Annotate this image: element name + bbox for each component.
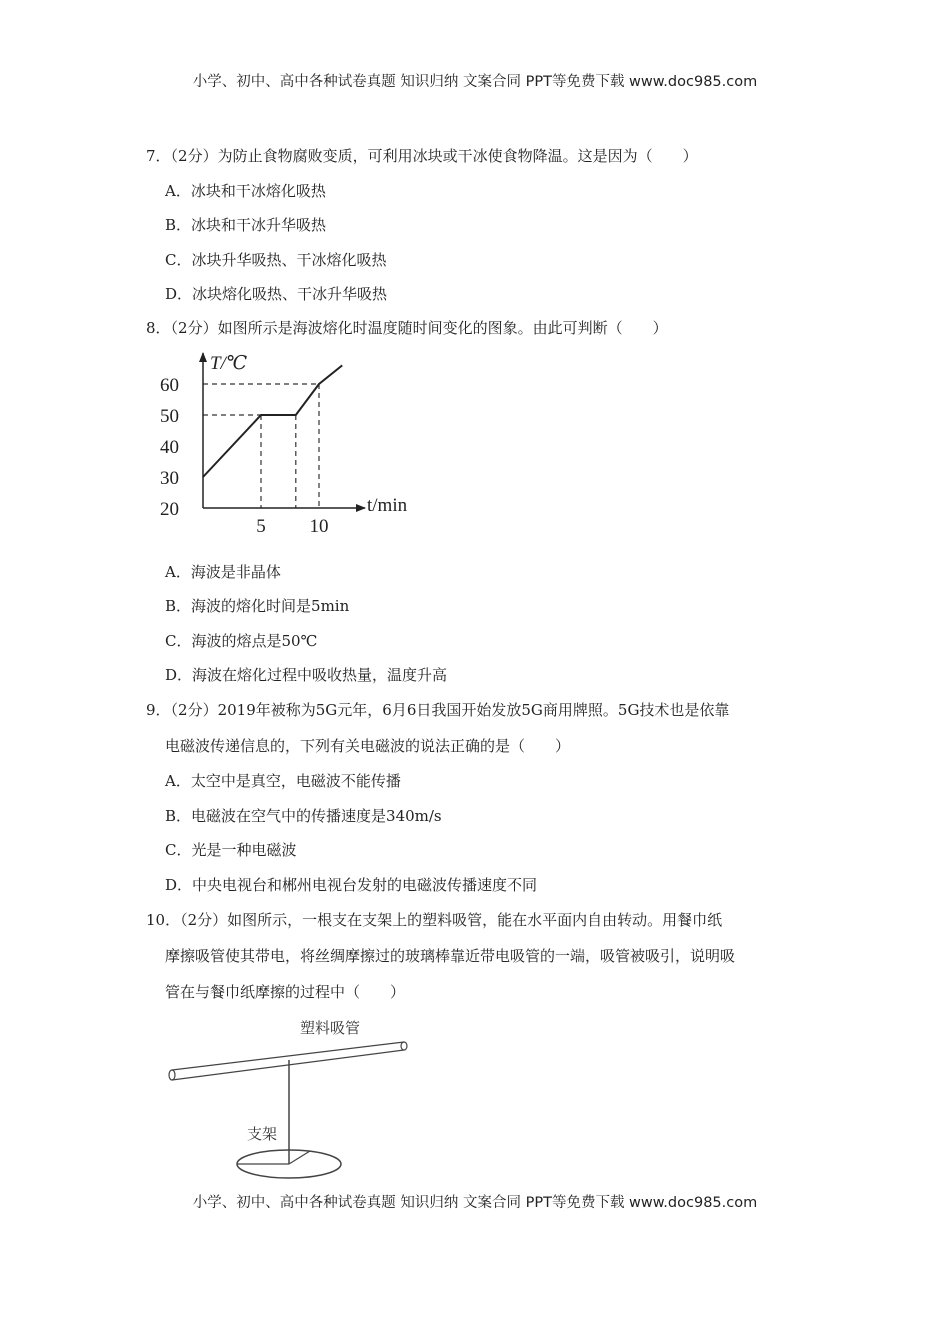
q9-option-a[interactable]: A．太空中是真空，电磁波不能传播 bbox=[165, 772, 401, 790]
y-tick-label: 60 bbox=[160, 375, 179, 396]
series-line bbox=[203, 365, 342, 477]
q10-stem-line2: 摩擦吸管使其带电，将丝绸摩擦过的玻璃棒靠近带电吸管的一端，吸管被吸引，说明吸 bbox=[165, 947, 736, 965]
page-footer: 小学、初中、高中各种试卷真题 知识归纳 文案合同 PPT等免费下载 www.doc985.com bbox=[192, 1195, 758, 1211]
q9-option-d[interactable]: D．中央电视台和郴州电视台发射的电磁波传播速度不同 bbox=[165, 876, 538, 894]
q9-option-b[interactable]: B．电磁波在空气中的传播速度是340m/s bbox=[165, 807, 442, 825]
q7-option-c[interactable]: C．冰块升华吸热、干冰熔化吸热 bbox=[165, 251, 387, 269]
q8-stem: 8．（2分）如图所示是海波熔化时温度随时间变化的图象。由此可判断（ ） bbox=[146, 319, 668, 337]
x-axis-label: t/min bbox=[367, 495, 408, 516]
q10-stem-line3: 管在与餐巾纸摩擦的过程中（ ） bbox=[165, 983, 406, 1001]
q9-stem-line2: 电磁波传递信息的，下列有关电磁波的说法正确的是（ ） bbox=[165, 737, 571, 755]
y-tick-label: 30 bbox=[160, 468, 179, 489]
straw-label: 塑料吸管 bbox=[300, 1019, 361, 1037]
plastic-straw bbox=[169, 1042, 407, 1080]
q9-stem-line1: 9．（2分）2019年被称为5G元年，6月6日我国开始发放5G商用牌照。5G技术也是依靠 bbox=[146, 701, 730, 719]
straw-stand-figure bbox=[160, 1010, 420, 1185]
q7-stem: 7．（2分）为防止食物腐败变质，可利用冰块或干冰使食物降温。这是因为（ ） bbox=[146, 147, 698, 165]
q8-option-d[interactable]: D．海波在熔化过程中吸收热量，温度升高 bbox=[165, 666, 448, 684]
q8-option-b[interactable]: B．海波的熔化时间是5min bbox=[165, 597, 350, 615]
stand-label: 支架 bbox=[247, 1125, 278, 1143]
page-header: 小学、初中、高中各种试卷真题 知识归纳 文案合同 PPT等免费下载 www.doc985.com bbox=[192, 74, 758, 90]
melting-curve-chart bbox=[160, 345, 420, 535]
q8-option-c[interactable]: C．海波的熔点是50℃ bbox=[165, 632, 318, 650]
y-tick-label: 20 bbox=[160, 499, 179, 520]
y-tick-label: 50 bbox=[160, 406, 179, 427]
q9-option-c[interactable]: C．光是一种电磁波 bbox=[165, 841, 297, 859]
x-tick-label: 5 bbox=[256, 516, 266, 535]
q7-option-b[interactable]: B．冰块和干冰升华吸热 bbox=[165, 216, 327, 234]
y-tick-label: 40 bbox=[160, 437, 179, 458]
q10-stem-line1: 10．（2分）如图所示，一根支在支架上的塑料吸管，能在水平面内自由转动。用餐巾纸 bbox=[146, 911, 723, 929]
q7-option-d[interactable]: D．冰块熔化吸热、干冰升华吸热 bbox=[165, 285, 388, 303]
q7-option-a[interactable]: A．冰块和干冰熔化吸热 bbox=[165, 182, 326, 200]
q8-option-a[interactable]: A．海波是非晶体 bbox=[165, 563, 281, 581]
y-axis-label: T/℃ bbox=[210, 353, 248, 374]
x-tick-label: 10 bbox=[309, 516, 329, 535]
